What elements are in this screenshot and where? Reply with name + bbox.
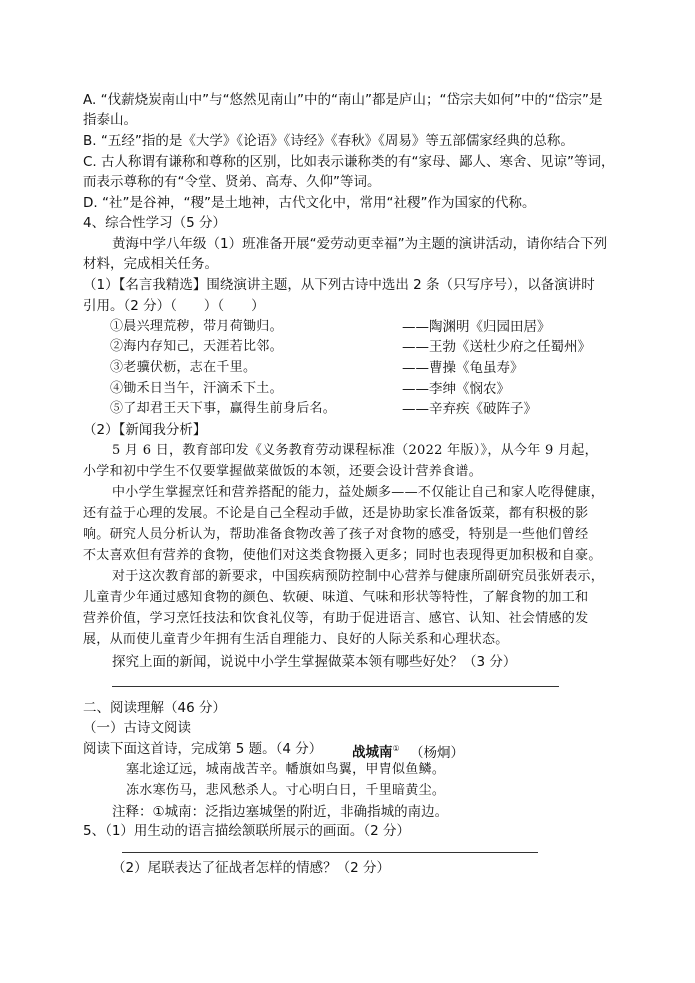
poem-annotation: 注释：①城南：泛指边塞城堡的附近，非确指城的南边。 <box>112 804 449 820</box>
option-a-line-1: A. “伐薪烧炭南山中”与“悠然见南山”中的“南山”都是庐山；“岱宗夫如何”中的“岱宗”是 <box>83 92 603 108</box>
quote-2-text: ②海内存知己，天涯若比邻。 <box>110 339 283 354</box>
news-line-3: 中小学生掌握烹饪和营养搭配的能力，益处颇多——不仅能让自己和家人吃得健康， <box>112 485 605 500</box>
poem-heading <box>352 740 464 762</box>
answer-line-q5-1[interactable] <box>122 852 538 853</box>
q4-title: 4、综合性学习（5 分） <box>83 215 226 231</box>
news-line-2: 小学和初中学生不仅要掌握做菜做饭的本领，还要会设计营养食谱。 <box>83 464 483 479</box>
news-line-6: 不太喜欢但有营养的食物，使他们对这类食物摄入更多；同时也表现得更加积极和自豪。 <box>83 548 602 563</box>
poem-title: 战城南 <box>352 744 393 761</box>
poem-line-1: 塞北途辽远，城南战苦辛。幡旗如鸟翼，甲胄似鱼鳞。 <box>126 762 446 777</box>
poem-author: （杨炯） <box>409 744 464 761</box>
quote-1-text: ①晨兴理荒秽，带月荷锄归。 <box>110 319 283 334</box>
quote-5-text: ⑤了却君王天下事，赢得生前身后名。 <box>110 401 337 416</box>
news-line-5: 响。研究人员分析认为，帮助准备食物改善了孩子对食物的感受，特别是一些他们曾经 <box>83 527 589 542</box>
quote-3-source: ——曹操《龟虽寿》 <box>402 360 524 376</box>
news-line-10: 展，从而使儿童青少年拥有生活自理能力、良好的人际关系和心理状态。 <box>83 632 509 647</box>
q4-intro-line-1: 黄海中学八年级（1）班准备开展“爱劳动更幸福”为主题的演讲活动，请你结合下列 <box>112 236 608 252</box>
option-a-line-2: 指泰山。 <box>83 112 137 128</box>
quote-1-source: ——陶渊明《归园田居》 <box>402 319 551 335</box>
poem-lead: 阅读下面这首诗，完成第 5 题。（4 分） <box>83 741 323 757</box>
q4-question: 探究上面的新闻，说说中小学生掌握做菜本领有哪些好处？（3 分） <box>112 654 517 670</box>
q4-part2-title: （2）【新闻我分析】 <box>83 422 207 438</box>
section-2-title: 二、阅读理解（46 分） <box>83 700 226 716</box>
q4-part1-line-2: 引用。（2 分）（ ）（ ） <box>83 298 265 314</box>
q4-part1-line-1: （1）【名言我精选】围绕演讲主题，从下列古诗中选出 2 条（只写序号），以备演讲时 <box>83 277 595 293</box>
quote-2-source: ——王勃《送杜少府之任蜀州》 <box>402 339 591 355</box>
answer-line-q4[interactable] <box>112 686 559 687</box>
quote-4-source: ——李绅《悯农》 <box>402 381 510 397</box>
poem-note-mark: ① <box>392 744 400 753</box>
q5-part2: （2）尾联表达了征战者怎样的情感？（2 分） <box>112 860 390 876</box>
news-line-8: 儿童青少年通过感知食物的颜色、软硬、味道、气味和形状等特性，了解食物的加工和 <box>83 590 589 605</box>
quote-4-text: ④锄禾日当午，汗滴禾下土。 <box>110 381 283 396</box>
q4-intro-line-2: 材料，完成相关任务。 <box>83 256 218 272</box>
option-b: B. “五经”指的是《大学》《论语》《诗经》《春秋》《周易》等五部儒家经典的总称。 <box>83 133 574 149</box>
news-line-7: 对于这次教育部的新要求，中国疾病预防控制中心营养与健康所副研究员张妍表示， <box>112 569 605 584</box>
option-c-line-1: C. 古人称谓有谦称和尊称的区别，比如表示谦称类的有“家母、鄙人、寒舍、见谅”等词， <box>83 154 615 170</box>
poem-line-2: 冻水寒伤马，悲风愁杀人。寸心明白日，千里暗黄尘。 <box>126 783 446 798</box>
section-2-subtitle: （一）古诗文阅读 <box>83 720 191 736</box>
news-line-4: 还有益于心理的发展。不论是自己全程动手做，还是协助家长准备饭菜，都有积极的影 <box>83 506 589 521</box>
news-line-9: 营养价值，学习烹饪技法和饮食礼仪等，有助于促进语言、感官、认知、社会情感的发 <box>83 611 589 626</box>
quote-5-source: ——辛弃疾《破阵子》 <box>402 401 537 417</box>
news-line-1: 5 月 6 日，教育部印发《义务教育劳动课程标准（2022 年版）》，从今年 9 月起， <box>112 443 598 458</box>
option-d: D. “社”是谷神，“稷”是土地神，古代文化中，常用“社稷”作为国家的代称。 <box>83 195 536 211</box>
quote-3-text: ③老骥伏枥，志在千里。 <box>110 360 257 375</box>
option-c-line-2: 而表示尊称的有“令堂、贤弟、高寿、久仰”等词。 <box>83 174 381 190</box>
q5-part1: 5、（1）用生动的语言描绘颔联所展示的画面。（2 分） <box>83 823 411 839</box>
